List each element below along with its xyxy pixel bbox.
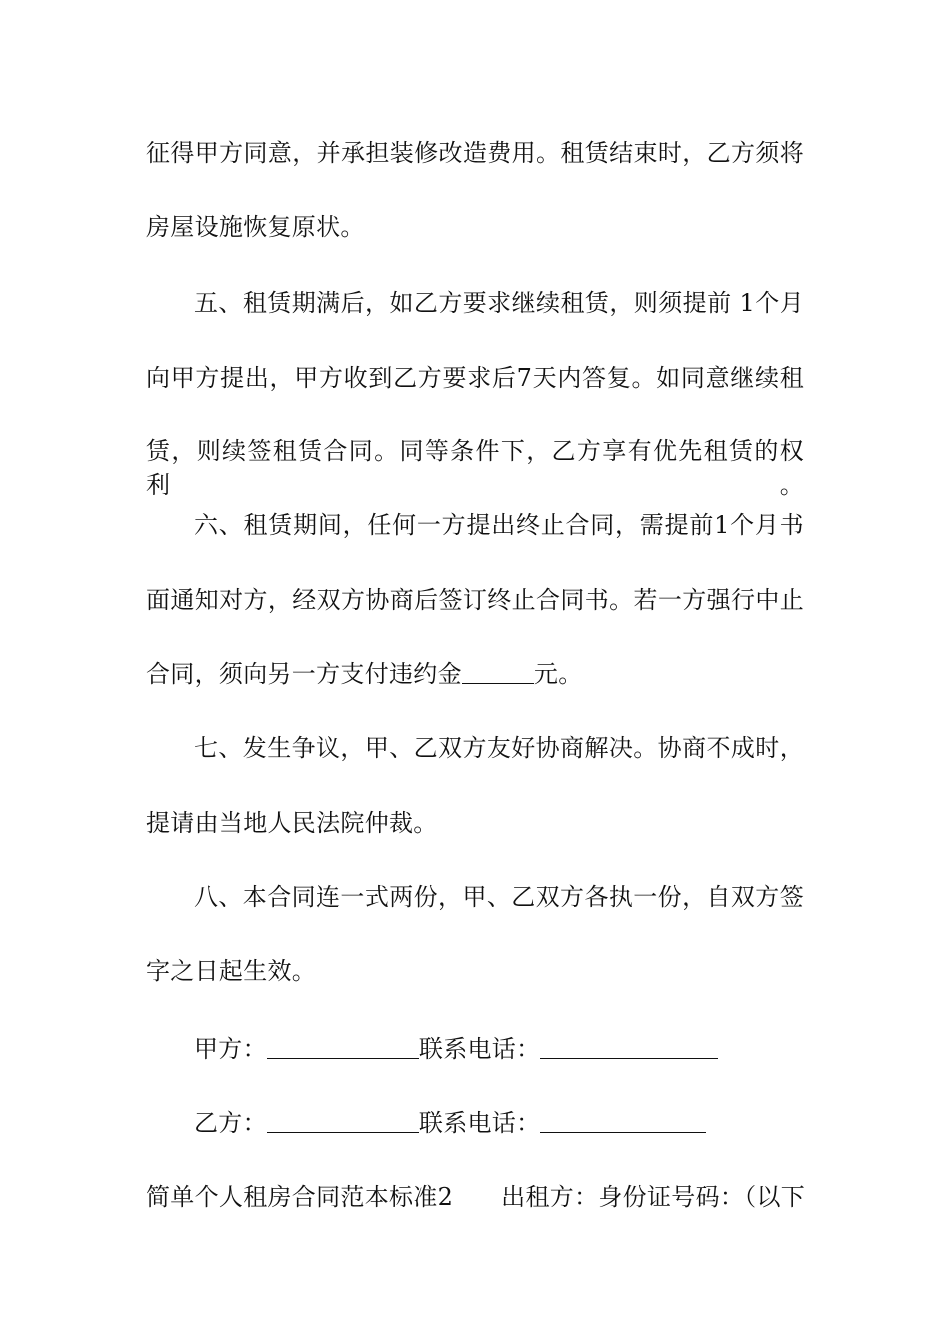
paragraph-line: 征得甲方同意，并承担装修改造费用。租赁结束时，乙方须将 [146, 139, 804, 167]
paragraph-line: 房屋设施恢复原状。 [146, 213, 365, 241]
party-a-blank [267, 1034, 419, 1059]
party-b-blank [267, 1108, 419, 1133]
penalty-text: 合同，须向另一方支付违约金 [146, 660, 462, 688]
paragraph-line: 提请由当地人民法院仲裁。 [146, 809, 438, 837]
party-a-phone-blank [540, 1034, 718, 1059]
lessor-continuation: 出租方：身份证号码：（以下 [501, 1183, 806, 1211]
clause-eight-start: 八、本合同连一式两份，甲、乙双方各执一份，自双方签 [194, 883, 804, 911]
penalty-unit: 元。 [533, 660, 583, 688]
clause-five-start: 五、租赁期满后，如乙方要求继续租赁，则须提前 1个月 [194, 289, 804, 317]
penalty-amount-blank [462, 659, 534, 684]
party-b-phone-blank [540, 1108, 706, 1133]
paragraph-line: 字之日起生效。 [146, 957, 317, 985]
party-b-label: 乙方： [194, 1109, 267, 1137]
party-b-phone-label: 联系电话： [418, 1109, 541, 1137]
party-a-signature-line [194, 1032, 816, 1066]
paragraph-line: 面通知对方，经双方协商后签订终止合同书。若一方强行中止 [146, 586, 804, 614]
clause-seven-start: 七、发生争议，甲、乙双方友好协商解决。协商不成时， [194, 734, 804, 762]
contract-title: 简单个人租房合同范本标准2 [146, 1183, 454, 1211]
paragraph-line: 赁，则续签租赁合同。同等条件下，乙方享有优先租赁的权利。 [146, 437, 804, 499]
clause-six-start: 六、租赁期间，任何一方提出终止合同，需提前1个月书 [194, 511, 804, 539]
party-b-signature-line [194, 1106, 816, 1140]
paragraph-line [146, 657, 816, 691]
paragraph-line: 向甲方提出，甲方收到乙方要求后7天内答复。如同意继续租 [146, 364, 804, 392]
party-a-label: 甲方： [194, 1035, 267, 1063]
party-a-phone-label: 联系电话： [418, 1035, 541, 1063]
next-contract-heading [146, 1180, 816, 1214]
